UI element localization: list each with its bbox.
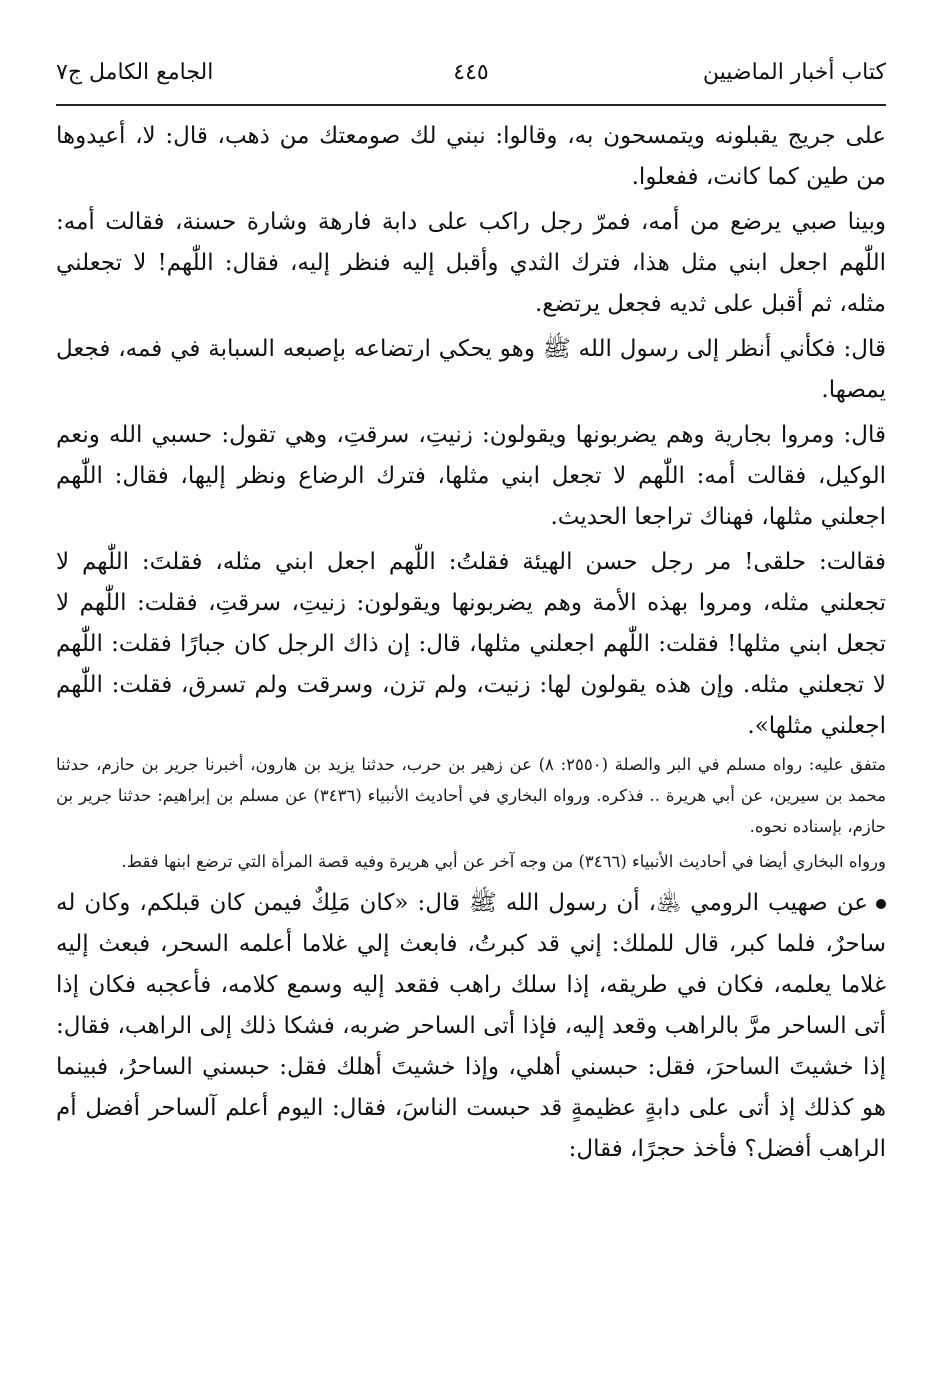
- header-divider: [56, 104, 886, 106]
- hadith-paragraph: على جريج يقبلونه ويتمسحون به، وقالوا: نبني لك صومعتك من ذهب، قال: لا، أعيدوها من طين كما كانت، ففعلوا.: [56, 123, 886, 190]
- page-number: ٤٤٥: [453, 60, 489, 85]
- hadith-paragraph: قال: ومروا بجارية وهم يضربونها ويقولون: زنيتِ، سرقتِ، وهي تقول: حسبي الله ونعم الوكيل، فقالت أمه: اللّٰهم لا تجعل ابني مثلها، فترك الرضاع ونظر إليها، فقال: اللّٰهم اجعلني مثلها، فهناك تراجعا الحديث.: [56, 422, 886, 530]
- hadith-paragraph: فقالت: حلقى! مر رجل حسن الهيئة فقلتُ: اللّٰهم اجعل ابني مثله، فقلتَ: اللّٰهم لا تجعلني مثله، ومروا بهذه الأمة وهم يضربونها ويقولون: زنيتِ، سرقتِ، فقلت: اللّٰهم لا تجعل ابني مثلها! فقلت: اللّٰهم اجعلني مثلها، قال: إن ذاك الرجل كان جبارًا فقلت: اللّٰهم لا تجعلني مثله. وإن هذه يقولون لها: زنيت، ولم تزن، وسرقت ولم تسرق، فقلت: اللّٰهم اجعلني مثلها».: [56, 549, 886, 739]
- hadith-paragraph-text: عن صهيب الرومي ﵁، أن رسول الله ﷺ قال: «كان مَلِكٌ فيمن كان قبلكم، وكان له ساحرٌ، فلما كبر، قال للملك: إني قد كبرتُ، فابعث إلي غلاما أعلمه السحر، فبعث إليه غلاما يعلمه، فكان في طريقه، إذا سلك راهب فقعد إليه وسمع كلامه، فأعجبه فكان إذا أتى الساحر مرَّ بالراهب وقعد إليه، فإذا أتى الساحر ضربه، فشكا ذلك إلى الراهب، فقال: إذا خشيتَ الساحرَ، فقل: حبسني أهلي، وإذا خشيتَ أهلك فقل: حبسني الساحرُ، فبينما هو كذلك إذ أتى على دابةٍ عظيمةٍ قد حبست الناسَ، فقال: اليوم أعلم آلساحر أفضل أم الراهب أفضل؟ فأخذ حجرًا، فقال:: [56, 890, 886, 1162]
- volume-title: الجامع الكامل ج٧: [56, 60, 214, 85]
- book-title: كتاب أخبار الماضيين: [702, 60, 886, 85]
- takhrij-note: متفق عليه: رواه مسلم في البر والصلة (٢٥٥٠: ٨) عن زهير بن حرب، حدثنا يزيد بن هارون، أخبرنا جرير بن حازم، حدثنا محمد بن سيرين، عن أبي هريرة .. فذكره. ورواه البخاري في أحاديث الأنبياء (٣٤٣٦) عن مسلم بن إبراهيم: حدثنا جرير بن حازم، بإسناده نحوه.: [56, 755, 887, 836]
- hadith-paragraph-start: [56, 883, 886, 1170]
- hadith-paragraph: وبينا صبي يرضع من أمه، فمرّ رجل راكب على دابة فارهة وشارة حسنة، فقالت أمه: اللّٰهم اجعل ابني مثل هذا، فترك الثدي وأقبل إليه فنظر إليه، فقال: اللّٰهم! لا تجعلني مثله، ثم أقبل على ثديه فجعل يرتضع.: [56, 209, 886, 317]
- hadith-paragraph: قال: فكأني أنظر إلى رسول الله ﷺ وهو يحكي ارتضاعه بإصبعه السبابة في فمه، فجعل يمصها.: [56, 336, 886, 403]
- takhrij-note: ورواه البخاري أيضا في أحاديث الأنبياء (٣٤٦٦) من وجه آخر عن أبي هريرة وفيه قصة المرأة التي ترضع ابنها فقط.: [121, 852, 886, 871]
- page-header: [56, 56, 886, 96]
- bullet-icon: [876, 899, 886, 909]
- book-page: [56, 56, 886, 1170]
